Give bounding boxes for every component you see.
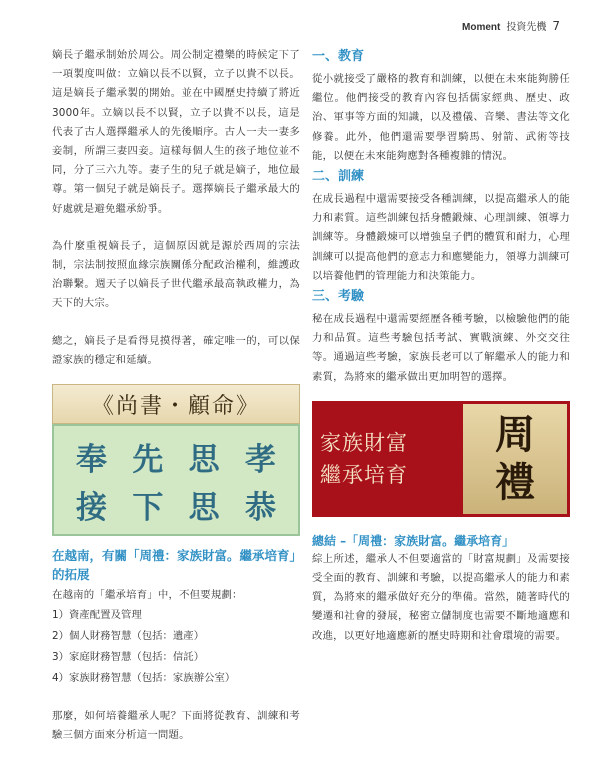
section-education-body: 從小就接受了嚴格的教育和訓練，以便在未來能夠勝任繼位。他們接受的教育內容包括儒家經典、歷史、政治、軍事等方面的知識，以及禮儀、音樂、書法等文化修養。此外，他們還需要學習騎馬、射箭、武術等技能，以便在未來能夠應對各種複雜的情況。 bbox=[312, 73, 570, 162]
list-item: 1）資產配置及管理 bbox=[52, 609, 142, 622]
image-text-line-2: 繼承培育 bbox=[320, 462, 408, 487]
list-item: 4）家族財務智慧（包括：家族辦公室） bbox=[52, 672, 236, 685]
right-column bbox=[312, 46, 570, 646]
calligraphy-char: 下 bbox=[132, 489, 164, 526]
section-training-title: 二、訓練 bbox=[312, 169, 365, 185]
section-test-body: 秘在成長過程中還需要經歷各種考驗，以檢驗他們的能力和品質。這些考驗包括考試、實戰演練、外交交往等。通過這些考驗，家族長老可以了解繼承人的能力和素質，為將來的繼承做出更加明智的選擇。 bbox=[312, 313, 570, 383]
section-education-title: 一、教育 bbox=[312, 49, 365, 64]
section-name: 投資先機 bbox=[506, 22, 547, 33]
shangshu-banner: 《尚書・顧命》 bbox=[52, 384, 300, 424]
calligraphy-char: 孝 bbox=[244, 441, 276, 478]
vietnam-intro: 在越南的「繼承培育」中，不但要規劃： bbox=[52, 589, 243, 602]
calligraphy-char: 先 bbox=[132, 441, 164, 478]
paragraph-conclusion: 總之，嫡長子是看得見摸得著，確定唯一的，可以保證家族的穩定和延續。 bbox=[52, 334, 300, 366]
calligraphy-char: 恭 bbox=[244, 489, 276, 526]
calligraphy-char: 接 bbox=[76, 489, 107, 526]
vietnam-subheading: 在越南，有關「周禮：家族財富。繼承培育」的拓展 bbox=[52, 548, 296, 583]
section-training-body: 在成長過程中還需要接受各種訓練，以提高繼承人的能力和素質。這些訓練包括身體鍛煉、心理訓練、領導力訓練等。身體鍛煉可以增強皇子們的體質和耐力，心理訓練可以提高他們的意志力和應變能力，領導力訓練可以培養他們的管理能力和決策能力。 bbox=[312, 193, 570, 282]
planning-list bbox=[52, 605, 300, 689]
calligraphy-panel bbox=[52, 424, 300, 536]
page-number: 7 bbox=[552, 19, 560, 33]
calligraphy-row-2 bbox=[64, 482, 288, 527]
list-item: 3）家庭財務智慧（包括：信託） bbox=[52, 651, 205, 664]
summary-body: 綜上所述，繼承人不但要適當的「財富規劃」及需要接受全面的教育、訓練和考驗，以提高繼承人的能力和素質，為將來的繼承做好充分的準備。當然，隨著時代的變遷和社會的發展，秘密立儲制度也需要不斷地適應和改進，以更好地適應新的歷史時期和社會環境的需要。 bbox=[312, 552, 570, 642]
section-test-title: 三、考驗 bbox=[312, 289, 365, 305]
zhouli-calligraphy bbox=[460, 401, 570, 517]
paragraph-zongfa: 為什麼重視嫡長子，這個原因就是源於西周的宗法制，宗法制按照血緣宗族關係分配政治權利，維護政治聯繫。週天子以嫡長子世代繼承最高執政權力，為天下的大宗。 bbox=[52, 239, 300, 310]
calligraphy-char: 思 bbox=[188, 441, 220, 478]
magazine-name: Moment bbox=[462, 22, 501, 33]
paragraph-primogeniture: 嫡長子繼承制始於周公。周公制定禮樂的時候定下了一項製度叫做：立嫡以長不以賢，立子以貴不以長。這是嫡長子繼承製的開始。並在中國歷史持續了將近3000年。立嫡以長不以賢，立子以貴不以長，這是代表了古人選擇繼承人的先後順序。古人一夫一妻多妾制，所謂三妻四妾。這樣每個人生的孩子地位並不同，分了三六九等。妻子生的兒子就是嫡子，地位最尊。第一個兒子就是嫡長子。選擇嫡長子繼承最大的好處就是避免繼承紛爭。 bbox=[52, 49, 300, 215]
list-item: 2）個人財務智慧（包括：遺產） bbox=[52, 630, 205, 643]
image-text-line-1: 家族財富 bbox=[320, 430, 408, 455]
family-wealth-panel bbox=[312, 401, 460, 517]
paragraph-closing: 那麼，如何培養繼承人呢？下面將從教育、訓練和考驗三個方面來分析這一問題。 bbox=[52, 710, 300, 742]
calligraphy-char-zhou: 周 bbox=[495, 410, 535, 458]
calligraphy-row-1 bbox=[64, 434, 288, 479]
page-header bbox=[462, 18, 560, 33]
left-column bbox=[52, 46, 300, 746]
calligraphy-char-li: 禮 bbox=[495, 458, 535, 506]
calligraphy-char: 奉 bbox=[76, 441, 107, 478]
zhouli-image bbox=[312, 401, 570, 517]
calligraphy-char: 思 bbox=[188, 489, 220, 526]
summary-title: 總結 –「周禮：家族財富。繼承培育」 bbox=[312, 533, 515, 548]
